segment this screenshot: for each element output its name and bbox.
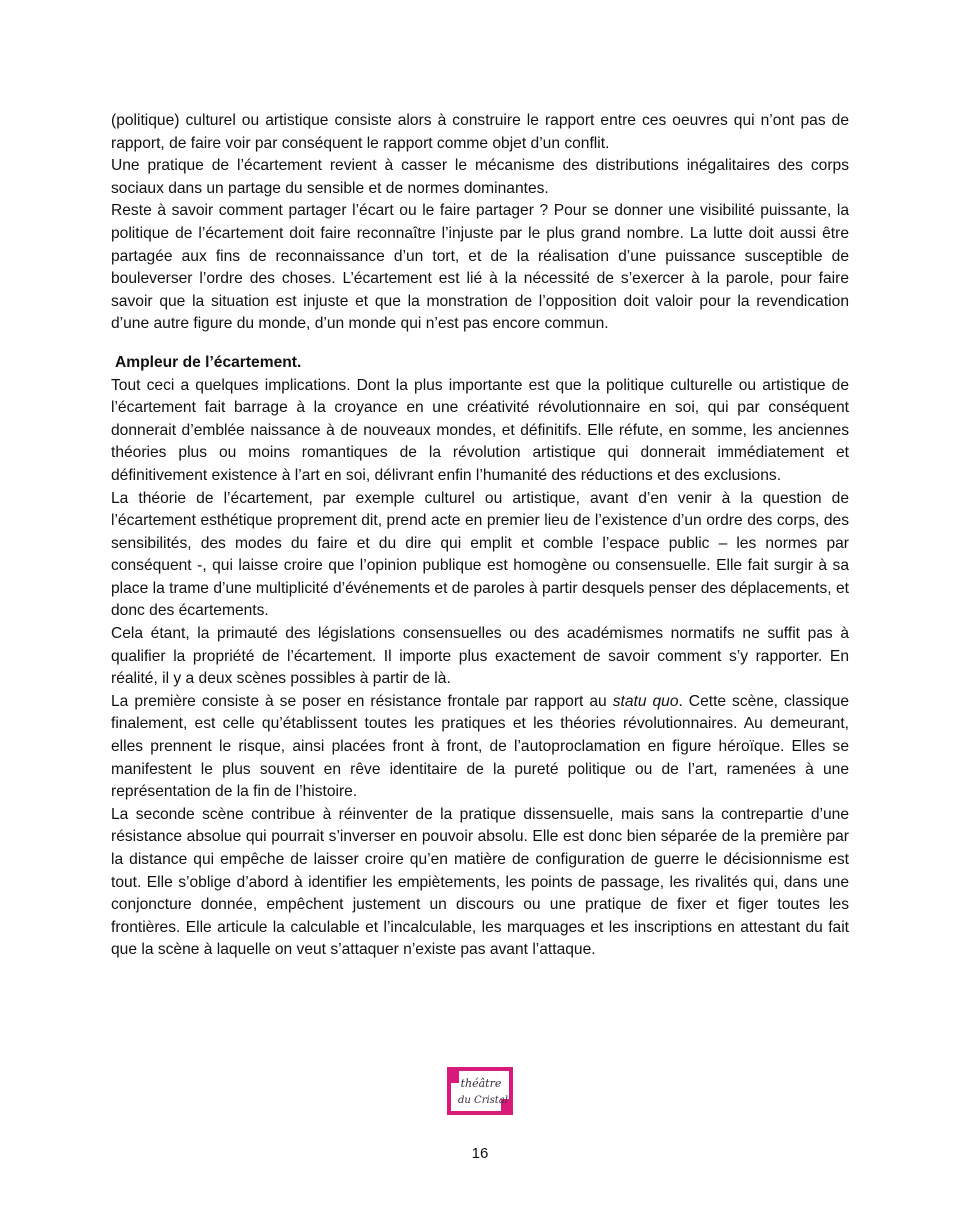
paragraph: La théorie de l’écartement, par exemple culturel ou artistique, avant d’en venir à la question de l’écartement esthétique proprement dit, prend acte en premier lieu de l’existence d’un ordre des corps, des sensibilités, des modes du faire et du dire qui emplit et comble l’espace public – les normes par conséquent -, qui laisse croire que l’opinion publique est homogène ou consensuelle. Elle fait surgir à sa place la trame d’une multiplicité d’événements et de paroles à partir desquels penser des déplacements, et donc des écartements. <box>111 489 849 620</box>
theatre-du-cristal-logo <box>447 1067 513 1115</box>
paragraph: La seconde scène contribue à réinventer de la pratique dissensuelle, mais sans la contrepartie d’une résistance absolue qui pourrait s’inverser en pouvoir absolu. Elle est donc bien séparée de la première par la distance qui empêche de laisser croire qu’en matière de configuration de guerre le décisionnisme est tout. Elle s’oblige d’abord à identifier les empiètements, les points de passage, les rivalités qui, dans une conjoncture donnée, empêchent justement un discours ou une pratique de fixer et figer toutes les frontières. Elle articule la calculable et l’incalculable, les marquages et les inscriptions en attestant du fait que la scène à laquelle on veut s’attaquer n’existe pas avant l’attaque. <box>111 805 849 959</box>
paragraph: Tout ceci a quelques implications. Dont la plus importante est que la politique culturelle ou artistique de l’écartement fait barrage à la croyance en une créativité révolutionnaire en soi, qui par conséquent donnerait d’emblée naissance à de nouveaux mondes, et définitifs. Elle réfute, en somme, les anciennes théories plus ou moins romantiques de la révolution artistique qui donnerait immédiatement et définitivement existence à l’art en soi, délivrant enfin l’humanité des réductions et des exclusions. <box>111 376 849 484</box>
paragraph-text: La première consiste à se poser en résistance frontale par rapport au <box>111 692 613 710</box>
paragraph: Une pratique de l’écartement revient à casser le mécanisme des distributions inégalitaires des corps sociaux dans un partage du sensible et de normes dominantes. <box>111 157 849 197</box>
section-heading: Ampleur de l’écartement. <box>115 353 302 371</box>
logo-text-line2: du Cristal <box>458 1095 508 1106</box>
paragraph: Cela étant, la primauté des législations consensuelles ou des académismes normatifs ne suffit pas à qualifier la propriété de l’écartement. Il importe plus exactement de savoir comment s’y rapporter. En réalité, il y a deux scènes possibles à partir de là. <box>111 625 849 688</box>
paragraph: (politique) culturel ou artistique consiste alors à construire le rapport entre ces oeuvres qui n’ont pas de rapport, de faire voir par conséquent le rapport comme objet d’un conflit. <box>111 112 849 152</box>
page-number: 16 <box>471 1145 489 1162</box>
paragraph-text: . Cette scène, classique finalement, est celle qu’établissent toutes les pratiques et les théories révolutionnaires. Au demeurant, elles prennent le risque, ainsi placées front à front, de l’autoproclamation en figure héroïque. Elles se manifestent le plus souvent en rêve identitaire de la pureté politique ou de l’art, ramenées à une représentation de la fin de l’histoire. <box>111 692 849 801</box>
logo-graphic <box>447 1067 513 1115</box>
paragraph-statu-quo <box>111 691 849 804</box>
logo-corner-mark <box>449 1069 459 1083</box>
paragraph: Reste à savoir comment partager l’écart ou le faire partager ? Pour se donner une visibilité puissante, la politique de l’écartement doit faire reconnaître l’injuste par le plus grand nombre. La lutte doit aussi être partagée aux fins de reconnaissance d’un tort, et de la réalisation d’une puissance susceptible de bouleverser l’ordre des choses. L’écartement est lié à la nécessité de s’exercer à la parole, pour faire savoir que la situation est injuste et que la monstration de l’opposition doit valoir pour la revendication d’une autre figure du monde, d’un monde qui n’est pas encore commun. <box>111 202 849 333</box>
logo-text-line1: théâtre <box>460 1077 502 1090</box>
page-body <box>111 110 849 962</box>
emphasis-statu-quo: statu quo <box>612 692 679 710</box>
